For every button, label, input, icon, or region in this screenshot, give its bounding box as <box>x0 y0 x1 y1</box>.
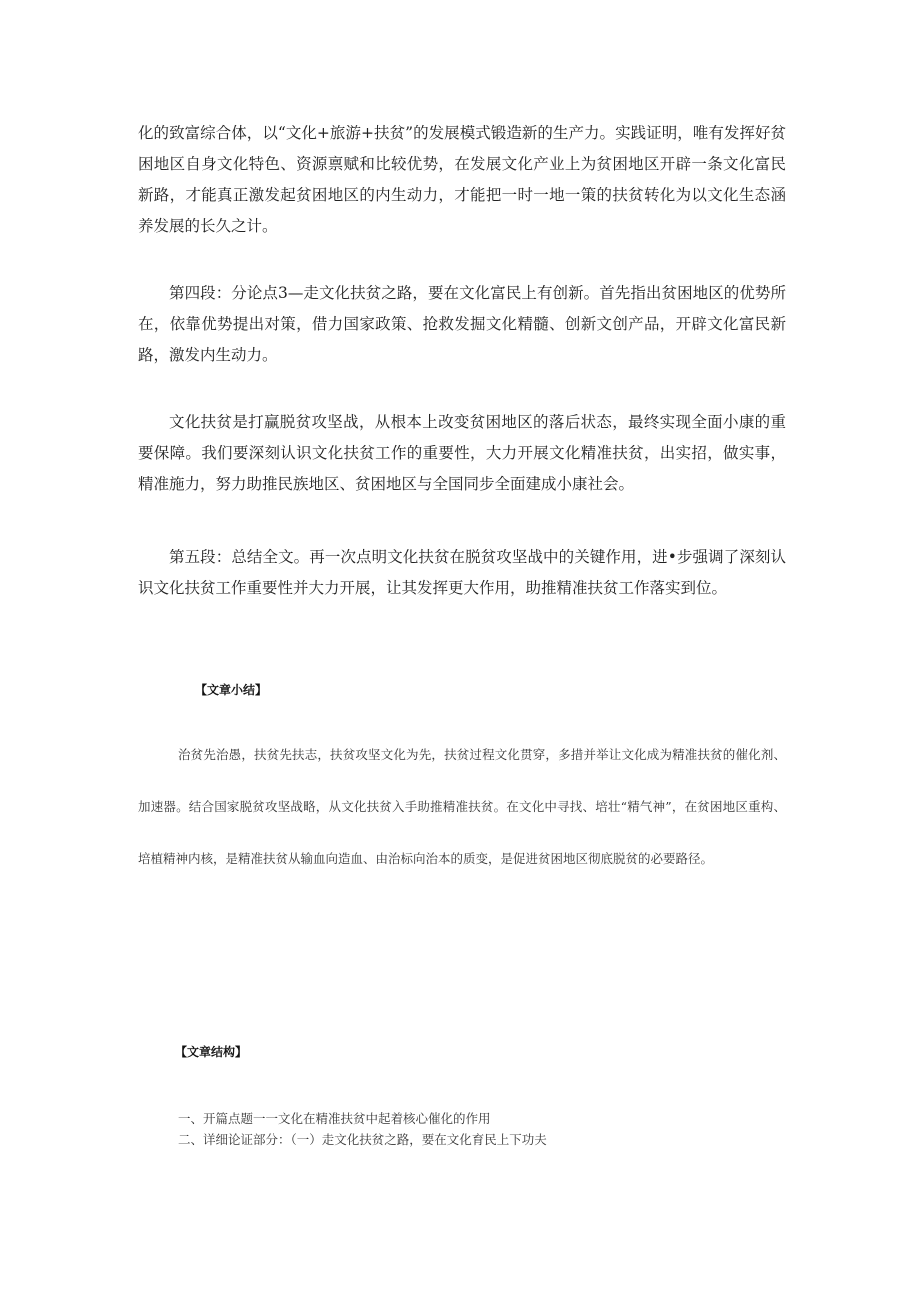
paragraph-culture-industry: 化的致富综合体，以“文化+旅游+扶贫”的发展模式锻造新的生产力。实践证明，唯有发挥好贫困地区自身文化特色、资源禀赋和比较优势，在发展文化产业上为贫困地区开辟一条文化富民新路，才能真正激发起贫困地区的内生动力，才能把一时一地一策的扶贫转化为以文化生态涵养发展的长久之计。 <box>138 124 786 235</box>
summary-heading: 【文章小结】 <box>195 683 268 697</box>
structure-heading: 【文章结构】 <box>175 1045 248 1059</box>
summary-text: 治贫先治愚，扶贫先扶志，扶贫攻坚文化为先，扶贫过程文化贯穿，多措并举让文化成为精准扶贫的催化剂、加速器。结合国家脱贫攻坚战略，从文化扶贫入手助推精准扶贫。在文化中寻找、培壮“精气神”，在贫困地区重构、培植精神内核，是精准扶贫从输血向造血、由治标向治本的质变，是促进贫困地区彻底脱贫的必要路径。 <box>138 747 786 866</box>
outline-item: 二、详细论证部分：（一）走文化扶贫之路，要在文化育民上下功夫 <box>178 1132 547 1147</box>
paragraph-culture-poverty-guarantee: 文化扶贫是打赢脱贫攻坚战，从根本上改变贫困地区的落后状态，最终实现全面小康的重要保障。我们要深刻认识文化扶贫工作的重要性，大力开展文化精准扶贫，出实招，做实事，精准施力，努力助推民族地区、贫困地区与全国同步全面建成小康社会。 <box>138 413 786 493</box>
structure-outline <box>178 1108 547 1150</box>
outline-item: 一、开篇点题一一文化在精准扶贫中起着核心催化的作用 <box>178 1111 491 1126</box>
paragraph-fourth-section: 第四段：分论点3—走文化扶贫之路，要在文化富民上有创新。首先指出贫困地区的优势所在，依靠优势提出对策，借力国家政策、抢救发掘文化精髓、创新文创产品，开辟文化富民新路，激发内生动力。 <box>138 284 786 364</box>
paragraph-fifth-section: 第五段：总结全文。再一次点明文化扶贫在脱贫攻坚战中的关键作用，进•步强调了深刻认识文化扶贫工作重要性并大力开展，让其发挥更大作用，助推精准扶贫工作落实到位。 <box>138 548 786 597</box>
